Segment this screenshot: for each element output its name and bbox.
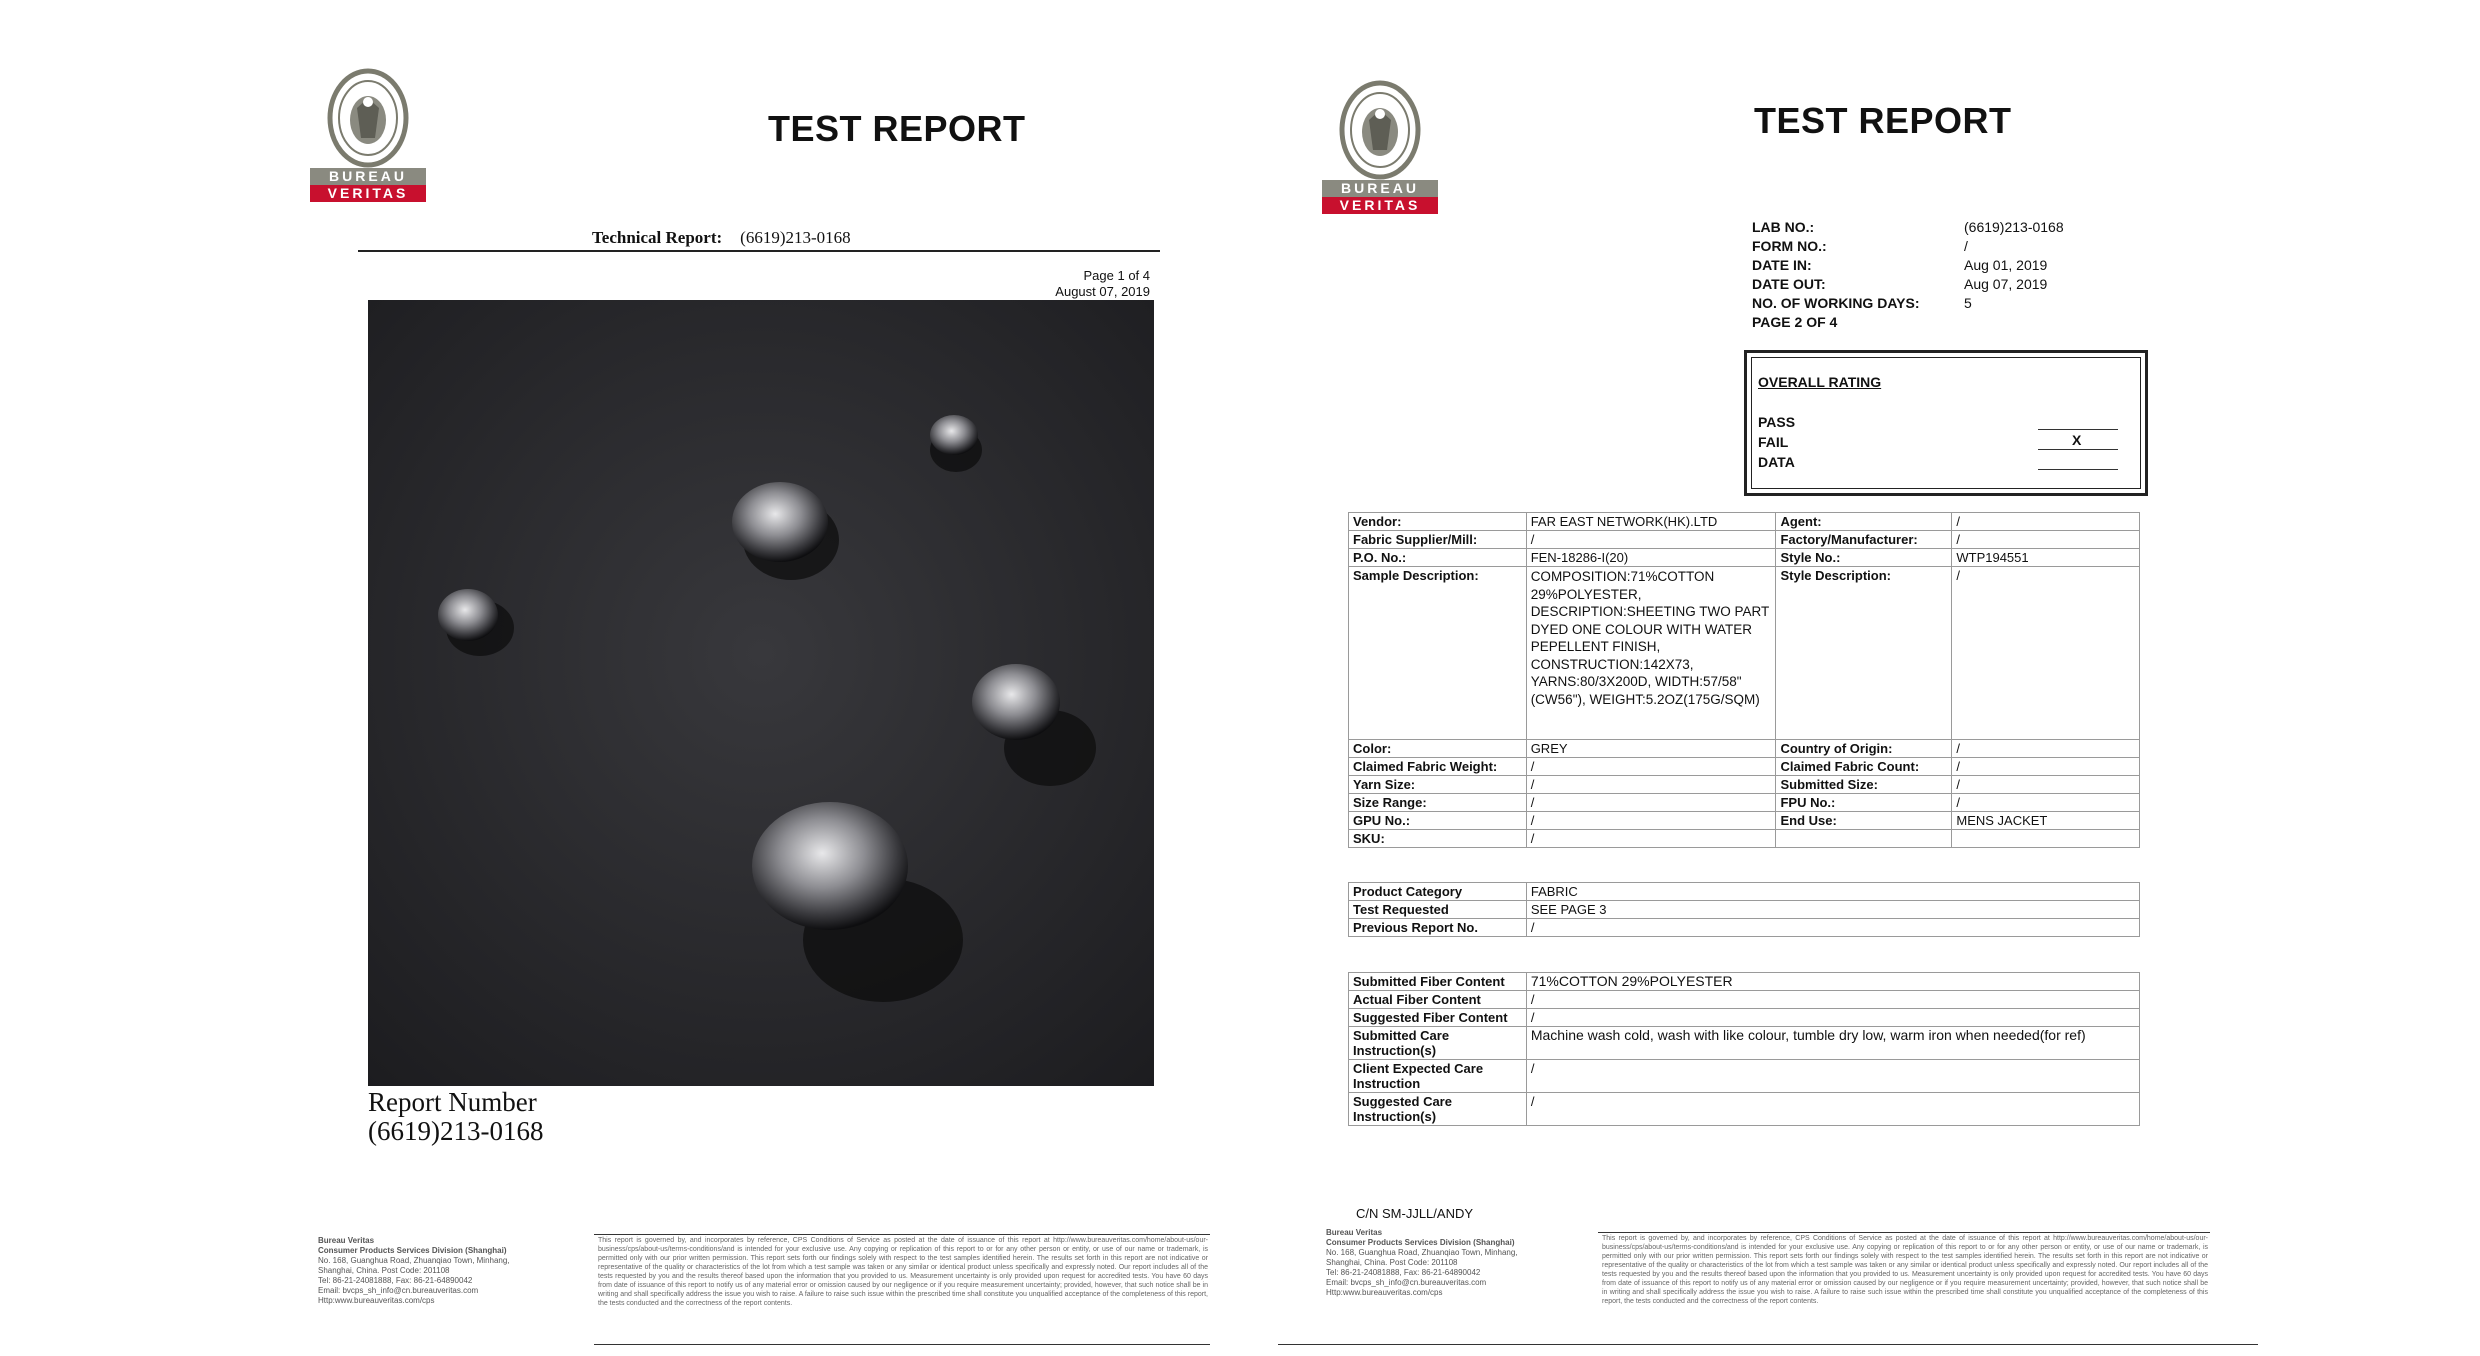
table-row (1349, 1093, 2140, 1126)
water-drop-2 (732, 482, 828, 562)
po-value: FEN-18286-I(20) (1526, 549, 1776, 567)
meta-value: / (1964, 238, 1968, 254)
water-drop-4 (972, 664, 1060, 740)
client-care-label: Client Expected Care Instruction (1349, 1060, 1527, 1093)
footer-address: No. 168, Guanghua Road, Zhuanqiao Town, Minhang, (318, 1256, 510, 1265)
overall-rating-heading: OVERALL RATING (1758, 374, 1882, 390)
rating-data-label: DATA (1758, 454, 1795, 470)
actual-fiber-label: Actual Fiber Content (1349, 991, 1527, 1009)
meta-value: (6619)213-0168 (1964, 219, 2064, 235)
agent-value: / (1952, 513, 2140, 531)
color-label: Color: (1349, 740, 1527, 758)
fabric-water-drop-photo (368, 300, 1154, 1086)
overall-rating-box (1744, 350, 2148, 496)
origin-label: Country of Origin: (1776, 740, 1952, 758)
water-drop-3 (930, 415, 978, 455)
bureau-veritas-seal-icon (1339, 80, 1421, 180)
table-row (1349, 776, 2140, 794)
rating-pass-line (2038, 429, 2118, 430)
rating-data-line (2038, 469, 2118, 470)
fpu-label: FPU No.: (1776, 794, 1952, 812)
style-no-label: Style No.: (1776, 549, 1952, 567)
previous-report-value: / (1526, 919, 2139, 937)
meta-label: DATE OUT: (1752, 276, 1826, 292)
bureau-veritas-logo (310, 68, 426, 202)
water-drop-5 (752, 802, 908, 930)
meta-label: PAGE 2 OF 4 (1752, 314, 1838, 330)
meta-label: NO. OF WORKING DAYS: (1752, 295, 1920, 311)
fiber-content-table (1348, 972, 2140, 1126)
footer-web: Http:www.bureauveritas.com/cps (318, 1296, 435, 1305)
overall-rating-inner (1751, 357, 2141, 489)
report-number-label: Report Number (368, 1087, 537, 1117)
meta-label: DATE IN: (1752, 257, 1812, 273)
submitted-care-label: Submitted Care Instruction(s) (1349, 1027, 1527, 1060)
report-date: August 07, 2019 (1055, 284, 1150, 299)
suggested-fiber-label: Suggested Fiber Content (1349, 1009, 1527, 1027)
color-value: GREY (1526, 740, 1776, 758)
table-row (1349, 919, 2140, 937)
technical-report-label: Technical Report: (592, 228, 723, 247)
previous-report-label: Previous Report No. (1349, 919, 1527, 937)
table-row (1349, 1027, 2140, 1060)
suggested-care-value: / (1526, 1093, 2139, 1126)
product-category-table (1348, 882, 2140, 937)
table-row (1349, 883, 2140, 901)
cn-reference: C/N SM-JJLL/ANDY (1356, 1206, 1474, 1221)
gpu-label: GPU No.: (1349, 812, 1527, 830)
rating-fail-line (2038, 449, 2118, 450)
po-label: P.O. No.: (1349, 549, 1527, 567)
footer-email: Email: bvcps_sh_info@cn.bureauveritas.com (1326, 1278, 1487, 1287)
yarn-size-value: / (1526, 776, 1776, 794)
suggested-fiber-value: / (1526, 1009, 2139, 1027)
factory-value: / (1952, 531, 2140, 549)
bureau-veritas-seal-icon (327, 68, 409, 168)
bureau-veritas-logo (1322, 80, 1438, 214)
end-use-value: MENS JACKET (1952, 812, 2140, 830)
table-row (1349, 1009, 2140, 1027)
sample-desc-value: COMPOSITION:71%COTTON 29%POLYESTER, DESCRIPTION:SHEETING TWO PART DYED ONE COLOUR WITH WATER PEPELLENT FINISH, CONSTRUCTION:142X73, YARNS:80/3X200D, WIDTH:57/58"(CW56"), WEIGHT:5.2OZ(175G/SQM) (1526, 567, 1776, 740)
logo-bureau-bar: BUREAU (1322, 180, 1438, 197)
vendor-value: FAR EAST NETWORK(HK).LTD (1526, 513, 1776, 531)
client-care-value: / (1526, 1060, 2139, 1093)
table-row (1349, 758, 2140, 776)
rating-fail-label: FAIL (1758, 434, 1789, 450)
meta-label: LAB NO.: (1752, 219, 1815, 235)
product-category-value: FABRIC (1526, 883, 2139, 901)
suggested-care-label: Suggested Care Instruction(s) (1349, 1093, 1527, 1126)
submitted-care-value: Machine wash cold, wash with like colour, tumble dry low, warm iron when needed(for ref) (1526, 1027, 2139, 1060)
meta-value: Aug 07, 2019 (1964, 276, 2048, 292)
yarn-size-label: Yarn Size: (1349, 776, 1527, 794)
footer-address: No. 168, Guanghua Road, Zhuanqiao Town, Minhang, (1326, 1248, 1518, 1257)
logo-veritas-bar: VERITAS (310, 185, 426, 202)
right-footer-bottom-rule (1278, 1344, 2258, 1345)
footer-company: Bureau Veritas (1326, 1228, 1383, 1237)
footer-tel: Tel: 86-21-24081888, Fax: 86-21-64890042 (1326, 1268, 1481, 1277)
water-drop-1 (438, 589, 498, 641)
supplier-label: Fabric Supplier/Mill: (1349, 531, 1527, 549)
left-footer-disclaimer: This report is governed by, and incorporates by reference, CPS Conditions of Service as posted at the date of issuance of this report at http://www.bureauveritas.com/home/about-us/our-business/cps/about-us/terms-conditions/and is intended for your exclusive use. Any copying or replication of this report to or for any other person or entity, or use of our name or trademark, is permitted only with our prior written permission. This report sets forth our findings solely with respect to the test samples identified herein. The results set forth in this report are not indicative or representative of the quality or characteristics of the lot from which a test sample was taken or any similar or identical product unless specifically and expressly noted. Our report includes all of the tests requested by you and the results thereof based upon the information that you provided to us. Measurement uncertainty is only provided upon request for accredited tests. You have 60 days from date of issuance of this report to notify us of any material error or omission caused by our negligence or if you require measurement uncertainty; provided, however, that such notice shall be in writing and shall specifically address the issue you wish to raise. A failure to raise such issue within the prescribed time shall constitute you unqualified acceptance of the completeness of this report, the tests conducted and the correctness of the report contents. (598, 1237, 1208, 1307)
actual-fiber-value: / (1526, 991, 2139, 1009)
footer-web: Http:www.bureauveritas.com/cps (1326, 1288, 1443, 1297)
empty-cell (1952, 830, 2140, 848)
sku-value: / (1526, 830, 1776, 848)
table-row (1349, 549, 2140, 567)
page-title: TEST REPORT (1754, 100, 2012, 141)
table-row (1349, 794, 2140, 812)
rating-pass-label: PASS (1758, 414, 1796, 430)
sku-label: SKU: (1349, 830, 1527, 848)
report-number-value: (6619)213-0168 (368, 1116, 544, 1146)
sample-details-table (1348, 512, 2140, 848)
logo-veritas-bar: VERITAS (1322, 197, 1438, 214)
table-row (1349, 901, 2140, 919)
table-row (1349, 1060, 2140, 1093)
page-number: Page 1 of 4 (1083, 268, 1150, 283)
table-row (1349, 973, 2140, 991)
submitted-size-value: / (1952, 776, 2140, 794)
footer-city: Shanghai, China. Post Code: 201108 (1326, 1258, 1458, 1267)
product-category-label: Product Category (1349, 883, 1527, 901)
table-row (1349, 567, 2140, 740)
logo-bureau-bar: BUREAU (310, 168, 426, 185)
right-footer-address (1326, 1228, 1566, 1298)
claimed-weight-label: Claimed Fabric Weight: (1349, 758, 1527, 776)
footer-company: Bureau Veritas (318, 1236, 375, 1245)
footer-division: Consumer Products Services Division (Shanghai) (1326, 1238, 1515, 1247)
sample-desc-label: Sample Description: (1349, 567, 1527, 740)
left-footer-address (318, 1236, 558, 1306)
factory-label: Factory/Manufacturer: (1776, 531, 1952, 549)
page-title: TEST REPORT (768, 108, 1026, 149)
vendor-label: Vendor: (1349, 513, 1527, 531)
technical-report-value: (6619)213-0168 (740, 228, 851, 247)
agent-label: Agent: (1776, 513, 1952, 531)
footer-email: Email: bvcps_sh_info@cn.bureauveritas.com (318, 1286, 479, 1295)
left-footer-bottom-rule (594, 1344, 1210, 1345)
size-range-label: Size Range: (1349, 794, 1527, 812)
origin-value: / (1952, 740, 2140, 758)
gpu-value: / (1526, 812, 1776, 830)
lab-meta (1752, 218, 2064, 332)
supplier-value: / (1526, 531, 1776, 549)
table-row (1349, 991, 2140, 1009)
meta-label: FORM NO.: (1752, 238, 1827, 254)
meta-value: Aug 01, 2019 (1964, 257, 2048, 273)
table-row (1349, 531, 2140, 549)
style-desc-label: Style Description: (1776, 567, 1952, 740)
claimed-count-value: / (1952, 758, 2140, 776)
empty-cell (1776, 830, 1952, 848)
size-range-value: / (1526, 794, 1776, 812)
table-row (1349, 812, 2140, 830)
technical-report-line (592, 228, 851, 248)
right-footer-disclaimer: This report is governed by, and incorporates by reference, CPS Conditions of Service as posted at the date of issuance of this report at http://www.bureauveritas.com/home/about-us/our-business/cps/about-us/terms-conditions/and is intended for your exclusive use. Any copying or replication of this report to or for any other person or entity, or use of our name or trademark, is permitted only with our prior written permission. This report sets forth our findings solely with respect to the test samples identified herein. The results set forth in this report are not indicative or representative of the quality or characteristics of the lot from which a test sample was taken or any similar or identical product unless specifically and expressly noted. Our report includes all of the tests requested by you and the results thereof based upon the information that you provided to us. Measurement uncertainty is only provided upon request for accredited tests. You have 60 days from date of issuance of this report to notify us of any material error or omission caused by our negligence or if you require measurement uncertainty; provided, however, that such notice shall be in writing and shall specifically address the issue you wish to raise. A failure to raise such issue within the prescribed time shall constitute you unqualified acceptance of the completeness of this report, the tests conducted and the correctness of the report contents. (1602, 1235, 2208, 1305)
left-footer-top-rule (594, 1234, 1210, 1235)
table-row (1349, 740, 2140, 758)
footer-tel: Tel: 86-21-24081888, Fax: 86-21-64890042 (318, 1276, 473, 1285)
claimed-count-label: Claimed Fabric Count: (1776, 758, 1952, 776)
test-requested-value: SEE PAGE 3 (1526, 901, 2139, 919)
rating-fail-mark: X (2072, 432, 2082, 448)
footer-division: Consumer Products Services Division (Shanghai) (318, 1246, 507, 1255)
table-row (1349, 513, 2140, 531)
meta-value: 5 (1964, 295, 1972, 311)
submitted-fiber-label: Submitted Fiber Content (1349, 973, 1527, 991)
style-desc-value: / (1952, 567, 2140, 740)
submitted-size-label: Submitted Size: (1776, 776, 1952, 794)
water-drops-illustration (368, 300, 1154, 1086)
fpu-value: / (1952, 794, 2140, 812)
end-use-label: End Use: (1776, 812, 1952, 830)
header-divider (358, 250, 1160, 252)
right-footer-top-rule (1598, 1232, 2210, 1233)
test-requested-label: Test Requested (1349, 901, 1527, 919)
submitted-fiber-value: 71%COTTON 29%POLYESTER (1526, 973, 2139, 991)
style-no-value: WTP194551 (1952, 549, 2140, 567)
footer-city: Shanghai, China. Post Code: 201108 (318, 1266, 450, 1275)
table-row (1349, 830, 2140, 848)
claimed-weight-value: / (1526, 758, 1776, 776)
